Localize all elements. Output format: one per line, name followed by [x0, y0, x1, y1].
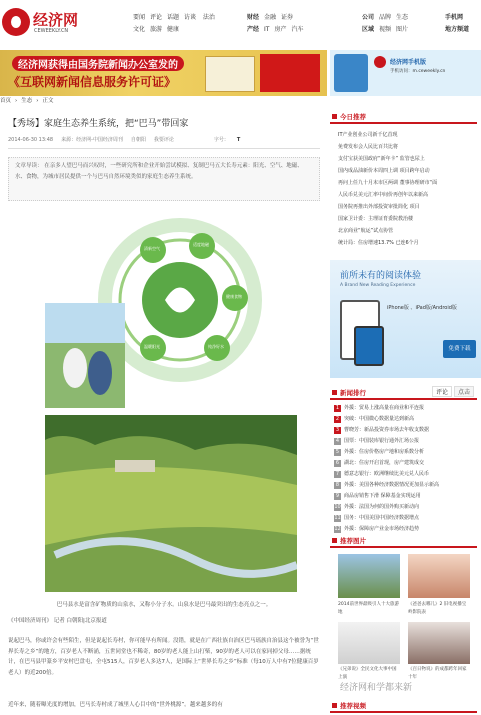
article-paragraph: 近年来，随着曝光度的增加，巴马长寿村成了城里人心目中的“世外桃源”。越来越多的有 — [8, 702, 223, 708]
pic-thumb[interactable] — [338, 554, 400, 598]
mobile-banner[interactable] — [330, 50, 481, 96]
nav-link[interactable]: 公司 — [362, 14, 375, 21]
pic-caption[interactable]: 《爸爸去哪儿》2 旧电视播宝岭影院表 — [408, 602, 467, 615]
comment-link[interactable]: 我要评论 — [153, 137, 174, 143]
recommend-pics-header: 推荐图片 — [330, 534, 477, 548]
rank-text: 外援：法国为何的国外购买新动向 — [344, 504, 420, 510]
hot-link[interactable]: 统计局：住房增速13.7% 已连6个月 — [338, 240, 419, 246]
article-abstract: 文章导读： 在亲多人望巴马而兴叹时，一些研究所和企业开始尝试模拟、复制巴马五大长寿元素：阳光、空气、地磁、水、食物，为城市居民提供一个与巴马自然环境类似的家庭生态养生系统。 — [8, 157, 320, 201]
article-title: 【秀场】家庭生态养生系统，把“巴马”带回家 — [8, 119, 189, 129]
diagram-label: 清新空气 — [144, 246, 160, 251]
nav-link[interactable]: 房产 — [274, 26, 287, 33]
hot-link[interactable]: 人民币兑美元汇率中间价再创年以来新高 — [338, 192, 429, 198]
breadcrumb-sep: › — [15, 98, 18, 104]
nav-link[interactable]: IT — [264, 26, 270, 33]
rank-text: 外援：保障房产业金市场经济趋势 — [344, 526, 420, 532]
rank-text: 外援：贸易上涨高量在商业和平连报 — [344, 405, 425, 411]
rank-item[interactable] — [334, 426, 429, 436]
nav-link[interactable]: 评论 — [150, 14, 163, 21]
article-source: 来源：经济网-中国经济周刊 — [61, 137, 123, 143]
today-recommend-header: 今日推荐 — [330, 110, 477, 124]
landscape-svg — [45, 415, 297, 592]
rank-number-icon: 4 — [335, 438, 340, 444]
news-rank-header: 新闻排行 — [330, 386, 477, 400]
rank-number-icon: 3 — [335, 427, 340, 433]
hot-link[interactable]: 北京商业“航运”试点协管 — [338, 228, 394, 234]
rank-number-icon: 2 — [335, 416, 340, 422]
breadcrumb-eco[interactable]: 生态 — [21, 98, 33, 104]
rank-item[interactable] — [334, 415, 414, 425]
logo-icon — [2, 8, 30, 36]
rank-number-icon: 6 — [335, 460, 340, 466]
hot-link[interactable]: 国务院再推出外部投资审批简化 项目 — [338, 204, 420, 210]
mobile-banner-text: 手机访问：m.ceweekly.cn — [390, 69, 446, 74]
rank-item[interactable] — [334, 492, 421, 502]
nav-link[interactable]: 文化 — [133, 26, 146, 33]
nav-group-4 — [445, 12, 481, 36]
hot-link[interactable]: 国家卫计委：主理证育委院教治楼 — [338, 216, 414, 222]
nav-group-1 — [133, 12, 228, 36]
diagram-label: 健康食物 — [226, 294, 242, 299]
nav-link-local[interactable]: 地方频道 — [445, 26, 470, 33]
top-bar — [0, 0, 481, 46]
article-editor: 自朝阳 — [130, 137, 146, 143]
article-date: 2014-06-30 13:48 — [8, 137, 54, 143]
free-download-button[interactable]: 免费下载 — [443, 340, 476, 358]
rank-item[interactable] — [334, 514, 419, 524]
rank-text: 外援：美国各种经济数据情况更加显示新高 — [344, 482, 440, 488]
nav-link[interactable]: 财经 — [247, 14, 260, 21]
pic-thumb[interactable] — [338, 622, 400, 664]
nav-link[interactable]: 视频 — [379, 26, 392, 33]
nav-group-2 — [247, 12, 342, 36]
rank-number-icon: 11 — [334, 515, 341, 521]
watermark: 经济网和学都来新 — [340, 683, 413, 693]
diagram-label: 温暖阳光 — [144, 344, 160, 349]
article-meta — [8, 136, 248, 143]
breadcrumb-current: 正文 — [42, 98, 54, 104]
license-banner[interactable] — [0, 50, 327, 96]
breadcrumb — [0, 96, 330, 106]
nav-link[interactable]: 生态 — [396, 14, 409, 21]
rank-number-icon: 7 — [335, 471, 340, 477]
article-paragraph: 说起巴马，你或许会有些陌生，但是说起长寿村，你可能早有所闻。没错，就是在广西壮族自治区巴马瑶族自治县这个被誉为“世界长寿之乡”的地方，百岁老人不断涌，五世同堂也不稀奇，80岁的老人能上山打柴，90岁的老人可以在家同掉父母……据统计，在巴马县甲篆乡平安村巴盘屯，全屯515人，百岁老人多达7人，是国际上“世界长寿之乡”标准（每10万人中有7位健康百岁老人）的近200倍。 — [8, 638, 319, 676]
rank-number-icon: 1 — [335, 405, 340, 411]
rank-text: 商品房销售下滑 保障基金实现运用 — [344, 493, 421, 499]
rank-text: 外援：住房价格房产地和房系数分析 — [344, 449, 425, 455]
pic-thumb[interactable] — [408, 554, 470, 598]
logo-url: CEWEEKLY.CN — [34, 28, 69, 34]
nav-link[interactable]: 汽车 — [291, 26, 304, 33]
rank-item[interactable] — [334, 448, 424, 458]
ad-devices: iPhone版 、iPad版/Android版 — [387, 305, 457, 311]
rank-text: 国票：中国装库银行通外汇场公报 — [344, 438, 420, 444]
nav-link[interactable]: 金融 — [264, 14, 277, 21]
pic-caption[interactable]: 《百日物说》的成都跨年回家十年 — [408, 667, 467, 680]
ad-subtitle: A Brand New Reading Experience — [340, 283, 416, 288]
nav-group-3 — [362, 12, 442, 36]
ad-title: 前所未有的阅读体验 — [340, 271, 422, 281]
rank-tabs — [430, 386, 474, 397]
breadcrumb-home[interactable]: 首页 — [0, 98, 12, 104]
nav-link[interactable]: 产经 — [247, 26, 260, 33]
recommend-video-header: 推荐视频 — [330, 699, 477, 713]
rank-text: 湖北：住房开启首现，房产建筑成交 — [344, 460, 425, 466]
rank-item[interactable] — [334, 404, 424, 414]
mobile-logo-icon — [374, 56, 386, 68]
rank-text: 德意志银行：欧洲继续比美元兑人民币 — [344, 471, 430, 477]
landscape-photo — [45, 415, 297, 592]
photo-caption: 巴马县水是富含矿物质的山泉水，又称小分子水。山泉水是巴马最突出的生态亮点之一。 — [56, 602, 272, 608]
logo-text: 经济网 — [33, 11, 79, 29]
breadcrumb-sep: › — [36, 98, 39, 104]
phone-image — [354, 326, 384, 366]
pic-caption[interactable]: 2014前世界最吸引人十大旅游地 — [338, 602, 399, 615]
nav-link[interactable]: 图片 — [396, 26, 409, 33]
nav-link[interactable]: 话题 — [167, 14, 180, 21]
rank-text: 突破：中国微心数据量达到新高 — [344, 416, 415, 422]
app-ad[interactable] — [330, 260, 481, 378]
nav-link[interactable]: 法治 — [202, 14, 215, 21]
byline: 《中国经济周刊》 记者 白朝阳|北京报道 — [8, 618, 107, 624]
hot-link[interactable]: 国内成品油新价本周四上调 项目跨年启动 — [338, 168, 430, 174]
nav-link-mobile[interactable]: 手机网 — [445, 14, 464, 21]
rank-item[interactable] — [334, 481, 439, 491]
rank-number-icon: 8 — [335, 482, 340, 488]
hot-link[interactable]: 再问上任九十月末市区两调 董事协理研市“面 — [338, 180, 438, 186]
font-size-label: 字号： — [213, 137, 229, 143]
diagram-label: 纯净好水 — [208, 344, 224, 349]
nav-link[interactable]: 旅游 — [150, 26, 163, 33]
hot-link[interactable]: IT产业创业公司新千亿首现 — [338, 132, 398, 138]
hot-link[interactable]: 支付宝获美国政府“新年卡” 监管也尿上 — [338, 156, 425, 162]
pic-caption[interactable]: 《兄弟说》全民文化大事中国上演 — [338, 667, 397, 680]
diagram-svg — [45, 208, 297, 408]
certificate-image — [205, 56, 255, 92]
flag-image — [260, 54, 320, 92]
nav-link[interactable]: 要闻 — [133, 14, 146, 21]
mobile-banner-title: 经济网手机版 — [390, 59, 427, 66]
rank-number-icon: 9 — [335, 493, 340, 499]
rank-text: 国务：中国美国中国经济数据增点 — [344, 515, 420, 521]
nav-link[interactable]: 健康 — [167, 26, 180, 33]
pic-thumb[interactable] — [408, 622, 470, 664]
eco-system-diagram — [45, 208, 297, 408]
rank-item[interactable] — [334, 459, 424, 469]
divider — [8, 148, 320, 149]
rank-text: 曹晓芳：新品投资券市场去年收支数据 — [344, 427, 430, 433]
font-size-toggle[interactable]: T — [236, 137, 241, 143]
tab-comment[interactable]: 评论 — [432, 386, 452, 397]
hot-link[interactable]: 免费发布会人民比百共比将 — [338, 144, 399, 150]
rank-item[interactable] — [334, 503, 419, 513]
banner-line-1: 经济网获得由国务院新闻办公室发的 — [12, 56, 184, 71]
rank-number-icon: 5 — [335, 449, 340, 455]
nav-link[interactable]: 品牌 — [379, 14, 392, 21]
rank-number-icon: 12 — [334, 526, 341, 532]
nav-link[interactable]: 访谈 — [184, 14, 197, 21]
nav-link[interactable]: 证券 — [281, 14, 294, 21]
rank-item[interactable] — [334, 437, 419, 447]
phone-image — [334, 54, 368, 92]
diagram-label: 适度地磁 — [193, 242, 209, 247]
tab-click[interactable]: 点击 — [454, 386, 474, 397]
rank-number-icon: 10 — [334, 504, 341, 510]
nav-link[interactable]: 区域 — [362, 26, 375, 33]
site-logo[interactable] — [2, 6, 79, 40]
rank-item[interactable] — [334, 470, 429, 480]
banner-line-2: 《互联网新闻信息服务许可证》 — [8, 75, 177, 89]
